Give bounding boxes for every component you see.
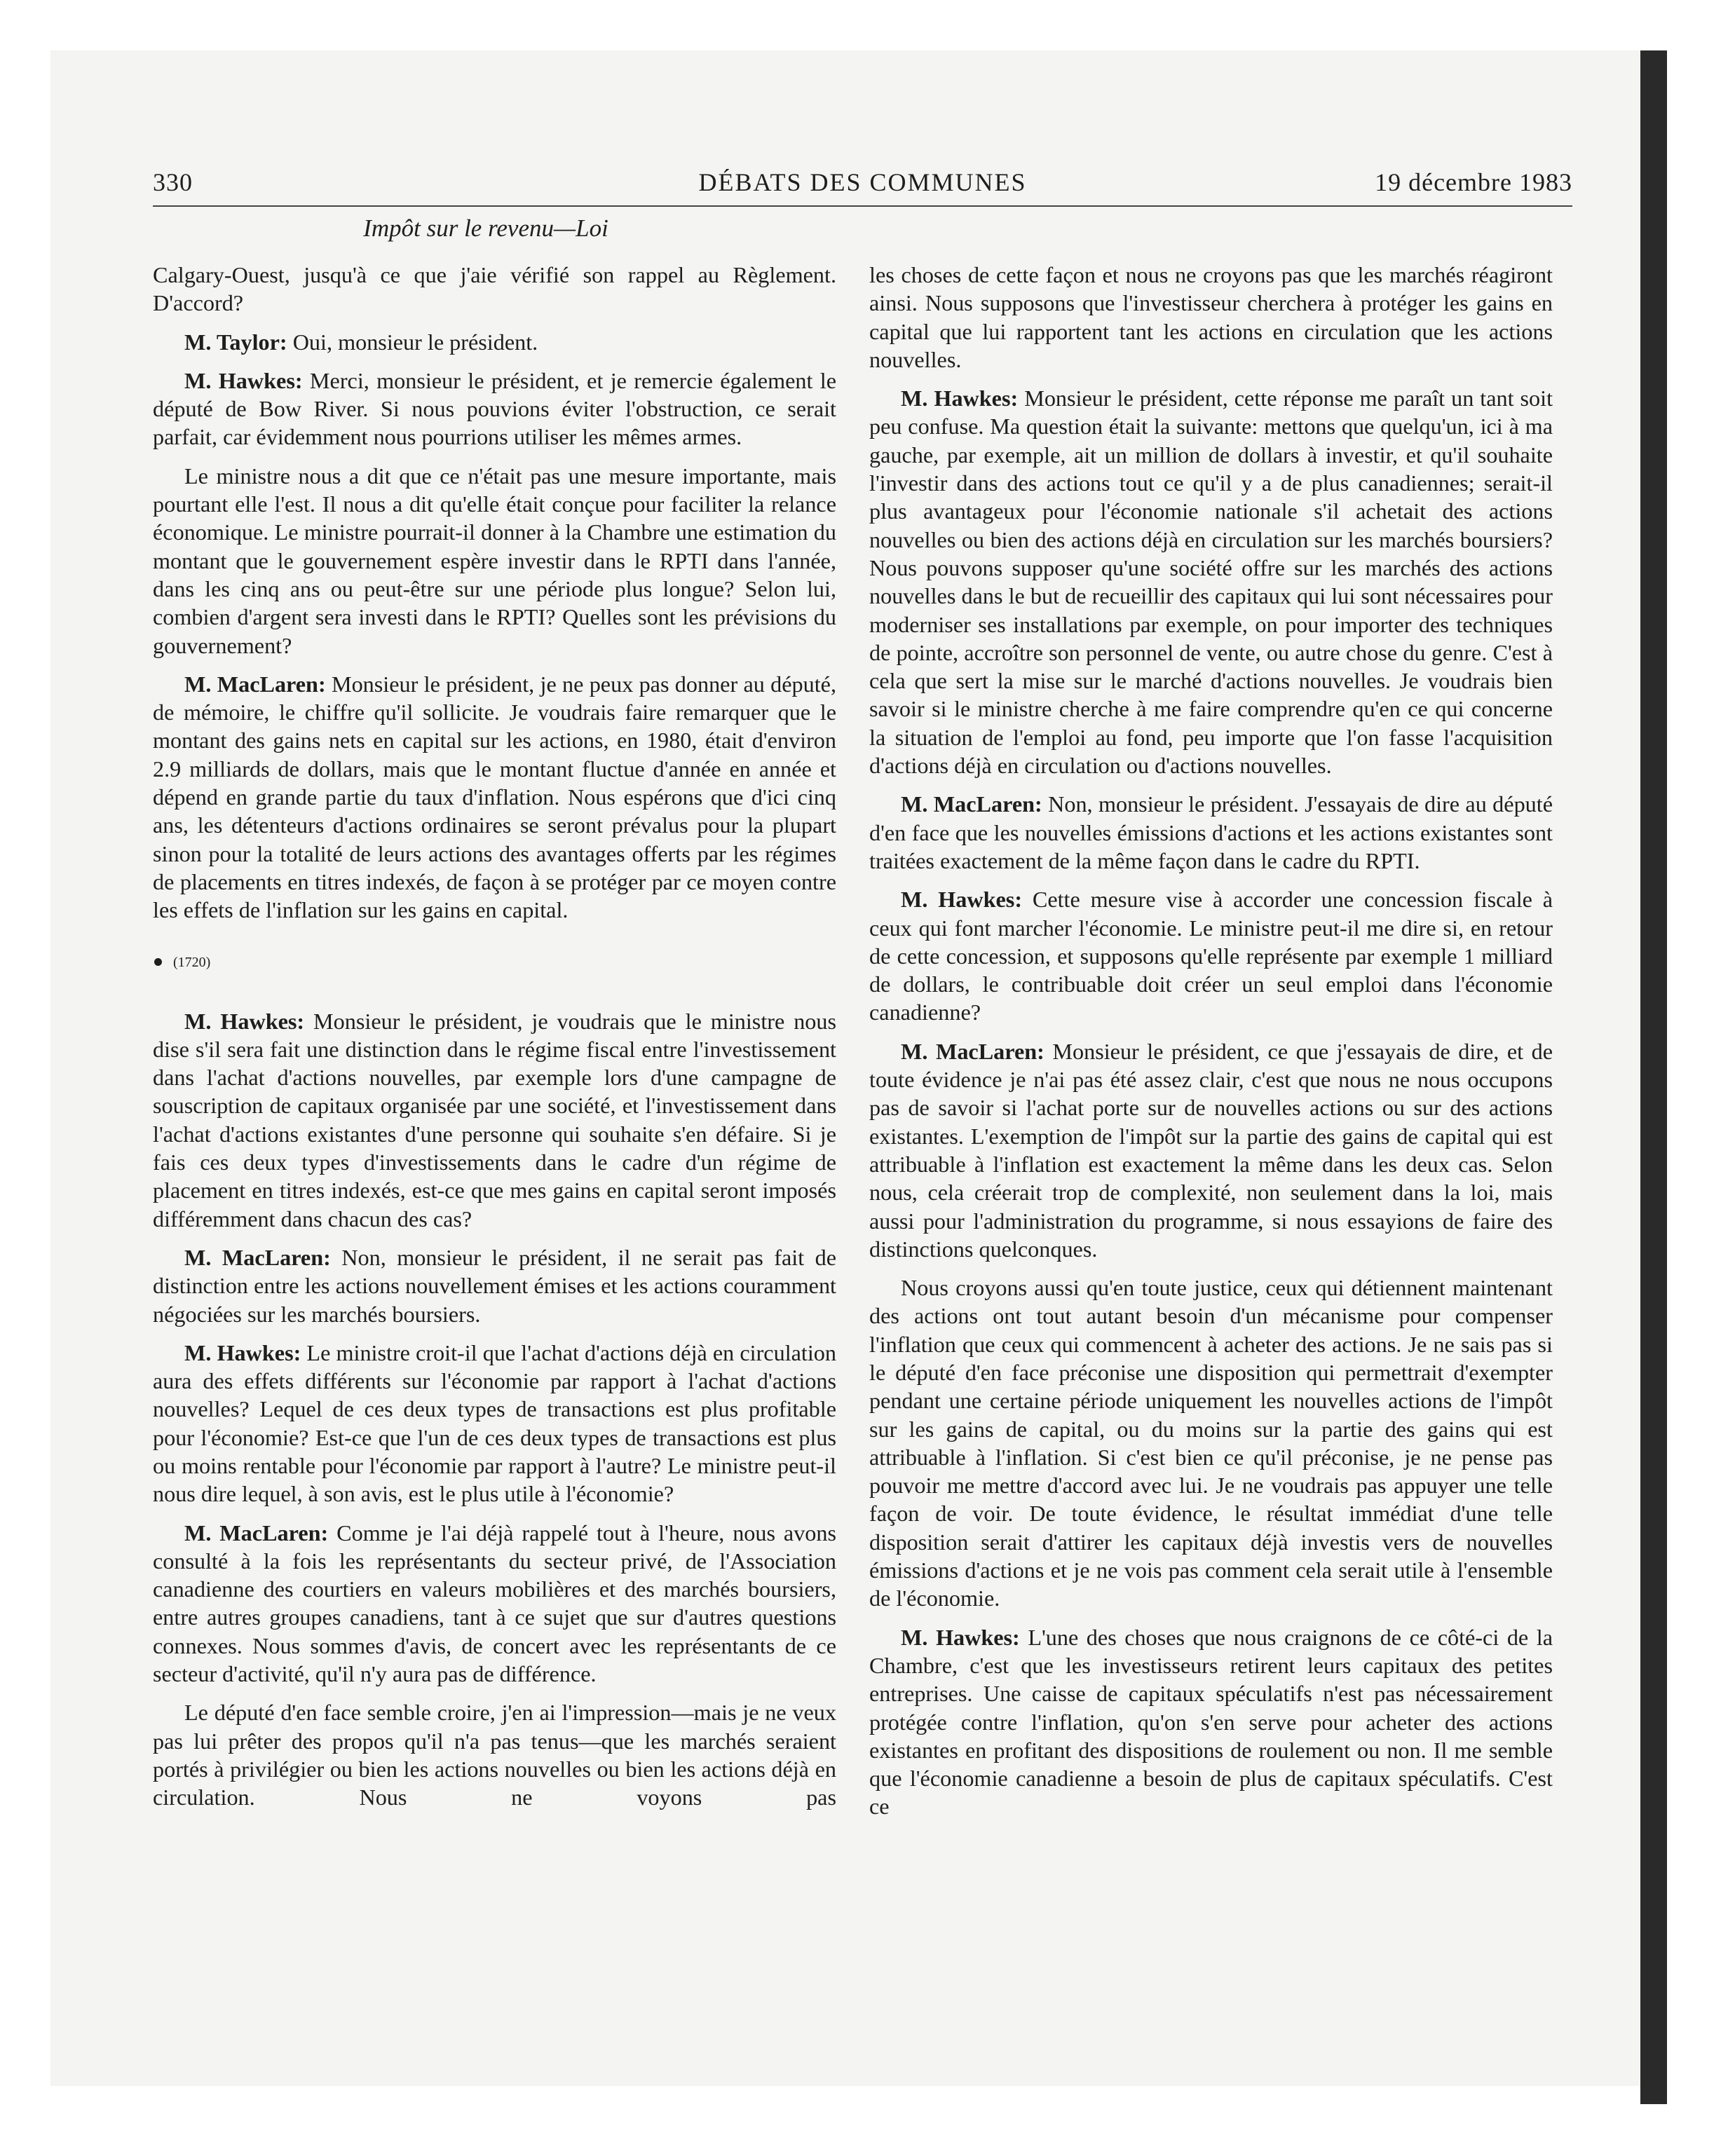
paragraph (153, 367, 836, 451)
page-header (153, 163, 1572, 207)
paragraph (153, 328, 836, 356)
paragraph (869, 1274, 1553, 1613)
paragraph-text: Oui, monsieur le président. (287, 329, 538, 355)
paragraph-text: Comme je l'ai déjà rappelé tout à l'heure, nous avons consulté à la fois les représentants du secteur privé, de l'Association canadienne des courtiers en valeurs mobilières et des marchés boursiers, entre autres groupes canadiens, tant à ce sujet que sur d'autres questions connexes. Nous sommes d'avis, de concert avec les représentants de ce secteur d'activité, qu'il n'y aura pas de différence. (153, 1520, 836, 1687)
paragraph (153, 261, 836, 318)
paragraph-text: Non, monsieur le président, il ne serait pas fait de distinction entre les actions nouvellement émises et les actions couramment négociées sur les marchés boursiers. (153, 1244, 836, 1327)
paragraph (869, 1623, 1553, 1821)
paragraph (153, 1519, 836, 1688)
paragraph-text: Merci, monsieur le président, et je remercie également le député de Bow River. Si nous pouvions éviter l'obstruction, ce serait parfait, car évidemment nous pourrions utiliser les mêmes armes. (153, 367, 837, 450)
paragraph-text: L'une des choses que nous craignons de ce côté-ci de la Chambre, c'est que les investisseurs retirent leurs capitaux des petites entreprises. Une caisse de capitaux spéculatifs n'est pas nécessairement protégée contre l'inflation, qu'on s'en serve pour acheter des actions existantes en profitant des dispositions de roulement ou non. Il me semble que l'économie canadienne a besoin de plus de capitaux spéculatifs. C'est ce (869, 1624, 1553, 1820)
page-number: 330 (153, 168, 193, 196)
paragraph (869, 790, 1553, 875)
paragraph (869, 261, 1553, 374)
scan-edge-bar (1640, 50, 1667, 2104)
bullet-dot-icon (154, 958, 162, 966)
paragraph-text: Monsieur le président, je voudrais que le ministre nous dise s'il sera fait une distinction dans le régime fiscal entre l'investissement dans l'achat d'actions nouvelles, par exemple lors d'une campagne de souscription de capitaux organisée par une société, et l'investissement dans l'achat d'actions existantes d'une personne qui souhaite s'en défaire. Si je fais ces deux types d'investissements dans le cadre d'un régime de placement en titres indexés, est-ce que mes gains en capital seront imposés différemment dans chacun des cas? (153, 1008, 836, 1231)
section-subject: Impôt sur le revenu—Loi (363, 214, 608, 242)
paragraph (869, 384, 1553, 779)
timestamp-text: (1720) (173, 954, 211, 970)
speaker-name: M. MacLaren: (901, 791, 1042, 817)
paragraph-text: Monsieur le président, cette réponse me paraît un tant soit peu confuse. Ma question était la suivante: mettons que quelqu'un, ici à ma gauche, par exemple, ait un million de dollars à investir, et qu'il souhaite l'investir dans des actions tout ce qu'il y a de plus canadiennes; serait-il plus avantageux pour l'économie nationale s'il achetait des actions nouvelles ou bien des actions déjà en circulation sur les marchés boursiers? Nous pouvons supposer qu'une société offre sur les marchés des actions nouvelles dans le but de recueillir des capitaux qui lui sont nécessaires pour moderniser ses installations par exemple, on pour importer des techniques de pointe, accroître son personnel de vente, ou autre chose du genre. C'est à cela que sert la mise sur le marché d'actions nouvelles. Je voudrais bien savoir si le ministre cherche à me faire comprendre qu'en ce qui concerne la situation de l'emploi au fond, peu importe que l'on fasse l'acquisition d'actions déjà en circulation ou d'actions nouvelles. (869, 386, 1553, 779)
left-column (153, 261, 836, 1812)
paragraph (153, 462, 836, 660)
paragraph-text: les choses de cette façon et nous ne croyons pas que les marchés réagiront ainsi. Nous supposons que l'investisseur cherchera à protéger les gains en capital que lui rapportent tant les actions en circulation que les actions nouvelles. (869, 262, 1553, 372)
paragraph (869, 1037, 1553, 1263)
speaker-name: M. Hawkes: (901, 887, 1023, 913)
paragraph-text: Nous croyons aussi qu'en toute justice, ceux qui détiennent maintenant des actions ont tout autant besoin d'un mécanisme pour compenser l'inflation que ceux qui commencent à acheter des actions. Je ne sais pas si le député d'en face préconise une disposition qui permettrait d'exempter pendant une certaine période uniquement les nouvelles actions de l'impôt sur les gains de capital, ou du moins sur la partie des gains qui est attribuable à l'inflation. Si c'est bien ce qu'il préconise, je ne pense pas pouvoir me mettre d'accord avec lui. Je ne voudrais pas appuyer une telle façon de voir. De toute évidence, le résultat immédiat d'une telle disposition serait d'attirer les capitaux déjà investis vers de nouvelles émissions d'actions et je ne vois pas comment cela serait utile à l'ensemble de l'économie. (869, 1275, 1553, 1611)
paragraph (869, 885, 1553, 1026)
publication-title: DÉBATS DES COMMUNES (698, 168, 1027, 196)
paragraph-text: Monsieur le président, ce que j'essayais de dire, et de toute évidence je n'ai pas été assez clair, c'est que nous ne nous occupons pas de savoir si l'achat porte sur de nouvelles actions ou sur des actions existantes. L'exemption de l'impôt sur la partie des gains de capital qui est attribuable à l'inflation est exactement la même dans les deux cas. Selon nous, cela créerait trop de complexité, non seulement dans la loi, mais aussi pour l'administration du programme, si nous essayions de faire des distinctions quelconques. (869, 1038, 1553, 1262)
speaker-name: M. Hawkes: (184, 1008, 305, 1034)
speaker-name: M. MacLaren: (184, 1244, 331, 1270)
paragraph-text: Cette mesure vise à accorder une concession fiscale à ceux qui font marcher l'économie. Le ministre peut-il me dire si, en retour de cette concession, et supposons qu'elle représente par exemple 1 milliard de dollars, le contribuable doit créer un seul emploi dans l'économie canadienne? (869, 887, 1553, 1025)
paragraph-text: Le ministre croit-il que l'achat d'actions déjà en circulation aura des effets différents sur l'économie par rapport à l'achat d'actions nouvelles? Lequel de ces deux types de transactions est plus profitable pour l'économie? Est-ce que l'un de ces deux types de transactions est plus ou moins rentable pour l'économie par rapport à l'autre? Le ministre peut-il nous dire lequel, à son avis, est le plus utile à l'économie? (153, 1339, 836, 1507)
page-date: 19 décembre 1983 (1375, 168, 1572, 196)
right-column (869, 261, 1553, 1821)
speaker-name: M. MacLaren: (184, 1520, 329, 1546)
speaker-name: M. MacLaren: (184, 671, 326, 697)
speaker-name: M. Hawkes: (184, 1339, 301, 1365)
speaker-name: M. Hawkes: (184, 367, 303, 393)
paragraph (153, 670, 836, 925)
paragraph-text: Monsieur le président, je ne peux pas donner au député, de mémoire, le chiffre qu'il sollicite. Je voudrais faire remarquer que le montant des gains nets en capital sur les actions, en 1980, était d'environ 2.9 milliards de dollars, mais que le montant fluctue d'année en année et dépend en grande partie du taux d'inflation. Nous espérons que d'ici cinq ans, les détenteurs d'actions ordinaires se seront prévalus pour la plupart sinon pour la totalité de leurs actions des avantages offerts par les régimes de placements en titres indexés, de façon à se protéger par ce moyen contre les effets de l'inflation sur les gains en capital. (153, 671, 836, 923)
speaker-name: M. MacLaren: (901, 1038, 1045, 1064)
speaker-name: M. Taylor: (184, 329, 287, 355)
paragraph (153, 1698, 836, 1811)
paragraph (153, 1339, 836, 1508)
paragraph (153, 1007, 836, 1233)
paragraph-text: Le député d'en face semble croire, j'en ai l'impression—mais je ne veux pas lui prêter des propos qu'il n'a pas tenus—que les marchés seraient portés à privilégier ou bien les actions nouvelles ou bien les actions déjà en circulation. Nous ne voyons pas (153, 1700, 836, 1810)
paragraph-text: Calgary-Ouest, jusqu'à ce que j'aie vérifié son rappel au Règlement. D'accord? (153, 262, 836, 316)
speaker-name: M. Hawkes: (901, 386, 1019, 411)
paragraph-text: Non, monsieur le président. J'essayais de dire au député d'en face que les nouvelles émissions d'actions et les actions existantes sont traitées exactement de la même façon dans le cadre du RPTI. (869, 791, 1553, 873)
paragraph-text: Le ministre nous a dit que ce n'était pas une mesure importante, mais pourtant elle l'est. Il nous a dit qu'elle était conçue pour faciliter la relance économique. Le ministre pourrait-il donner à la Chambre une estimation du montant que le gouvernement espère investir dans le RPTI dans l'année, dans les cinq ans ou peut-être sur une période plus longue? Selon lui, combien d'argent sera investi dans le RPTI? Quelles sont les prévisions du gouvernement? (153, 463, 836, 658)
timestamp-marker (153, 954, 836, 971)
paragraph (153, 1243, 836, 1328)
speaker-name: M. Hawkes: (901, 1624, 1020, 1650)
